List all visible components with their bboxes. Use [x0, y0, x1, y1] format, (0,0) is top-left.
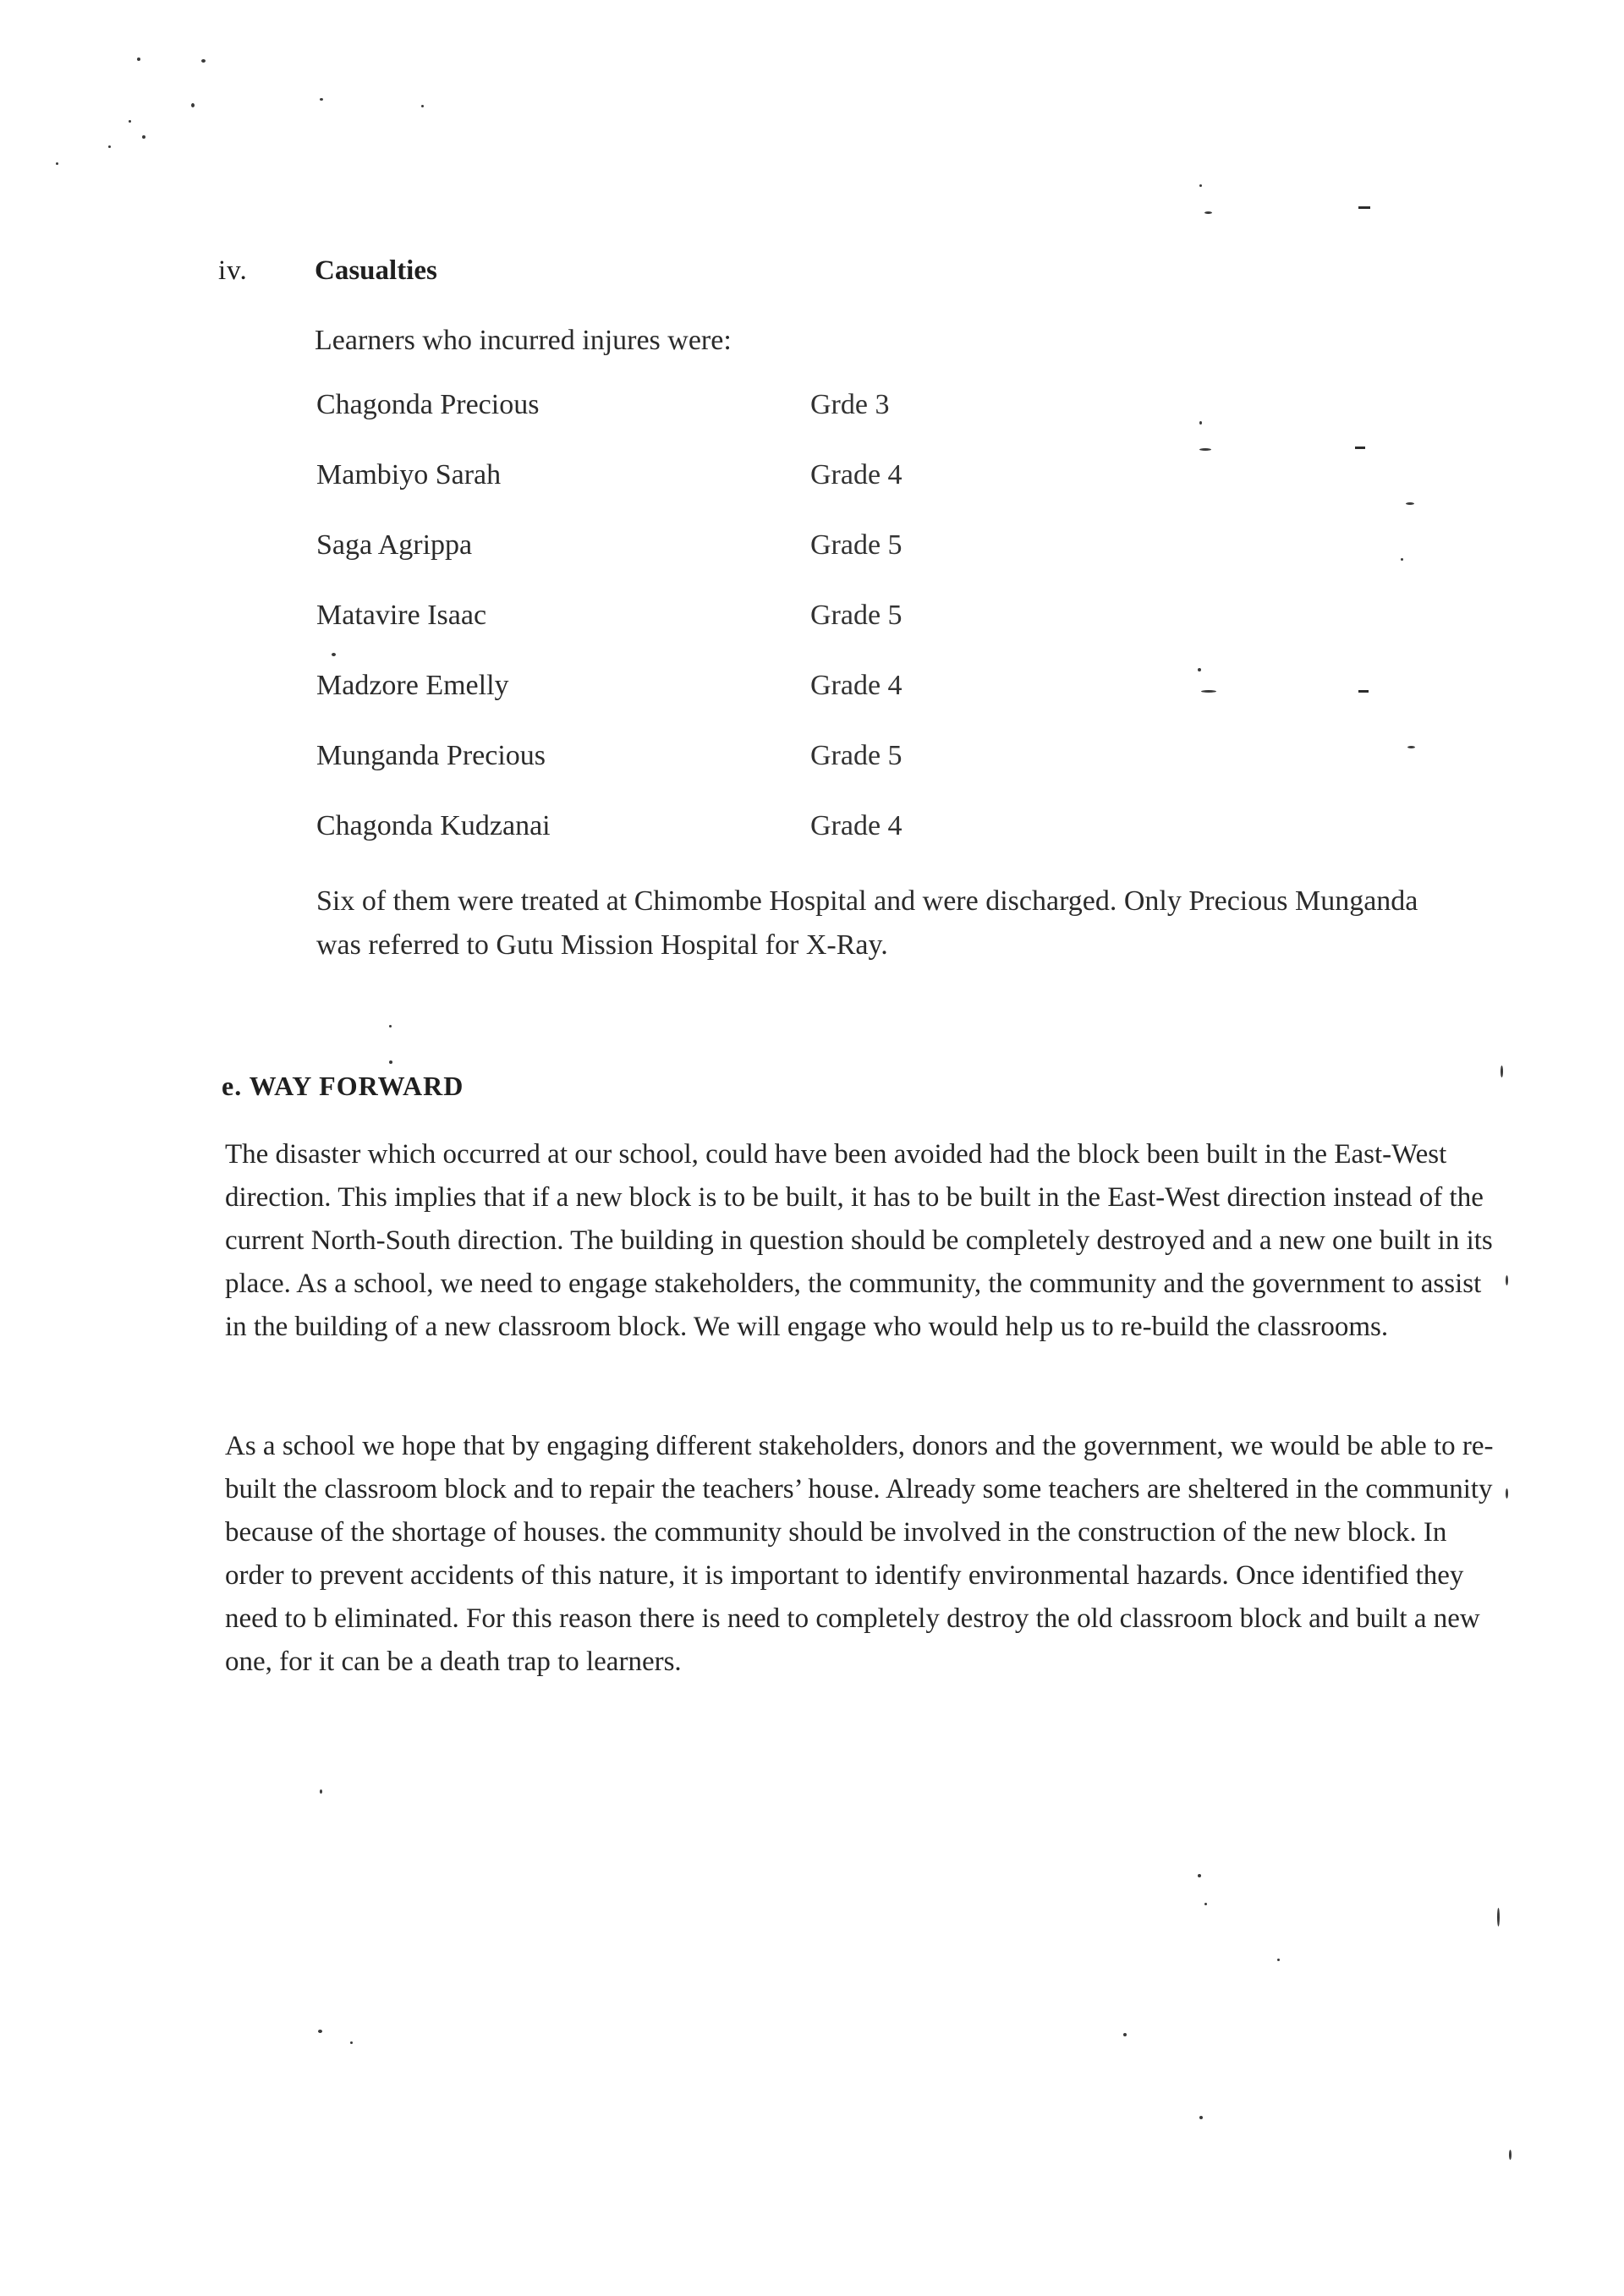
scan-speck	[318, 2030, 322, 2033]
scan-speck	[142, 135, 145, 139]
casualty-row	[315, 389, 991, 459]
scan-speck	[1277, 1959, 1280, 1961]
treatment-outcome: Six of them were treated at Chimombe Hospital and were discharged. Only Precious Munganda was referred to Gutu Mission Hospital for X-Ray.	[316, 885, 1418, 961]
scan-speck	[350, 2041, 353, 2044]
way-forward-paragraph-1: The disaster which occurred at our school, could have been avoided had the block been built in the East-West direction. This implies that if a new block is to be built, it has to be built in the East-West direction instead of the current North-South direction. The building in question should be completely destroyed and a new one built in its place. As a school, we need to engage stakeholders, the community, the community and the government to assist in the building of a new classroom block. We will engage who would help us to re-build the classrooms.	[225, 1139, 1493, 1342]
scan-speck	[1199, 184, 1202, 187]
casualty-list	[315, 389, 991, 880]
casualty-grade: Grade 5	[810, 740, 903, 771]
section-number: iv.	[218, 255, 248, 286]
way-forward-paragraph-2: As a school we hope that by engaging different stakeholders, donors and the government, we would be able to re-built the classroom block and to repair the teachers’ house. Already some teachers are sheltered in the community because of the shortage of houses. the community should be involved in the construction of the new block. In order to prevent accidents of this nature, it is important to identify environmental hazards. Once identified they need to b eliminated. For this reason there is need to completely destroy the old classroom block and built a new one, for it can be a death trap to learners.	[225, 1431, 1494, 1677]
scan-speck	[137, 58, 140, 61]
scan-speck	[191, 103, 195, 107]
casualty-row	[315, 459, 991, 529]
casualty-name: Chagonda Precious	[316, 389, 540, 420]
casualty-grade: Grade 4	[810, 670, 903, 701]
scan-speck	[1501, 1066, 1503, 1077]
casualty-name: Mambiyo Sarah	[316, 459, 502, 490]
scan-mark	[1355, 447, 1365, 449]
casualty-row	[315, 810, 991, 880]
scan-mark	[1358, 206, 1370, 209]
casualty-name: Chagonda Kudzanai	[316, 810, 551, 841]
scan-speck	[1401, 558, 1403, 561]
scan-speck	[1506, 1488, 1508, 1499]
scan-speck	[1123, 2033, 1127, 2036]
scan-speck	[108, 145, 111, 148]
casualty-grade: Grade 5	[810, 529, 903, 561]
scan-speck	[320, 1789, 322, 1794]
scan-speck	[1198, 1874, 1201, 1877]
casualty-grade: Grade 5	[810, 600, 903, 631]
scan-speck	[1509, 2150, 1512, 2160]
casualty-grade: Grde 3	[810, 389, 890, 420]
scan-speck	[1204, 1903, 1207, 1905]
casualty-name: Madzore Emelly	[316, 670, 509, 701]
casualty-row	[315, 529, 991, 600]
scan-speck	[389, 1060, 392, 1064]
casualty-row	[315, 600, 991, 670]
scan-speck	[1199, 421, 1202, 425]
scan-speck	[1199, 448, 1211, 451]
casualties-intro: Learners who incurred injures were:	[315, 325, 732, 356]
scan-speck	[1198, 668, 1201, 671]
casualty-name: Saga Agrippa	[316, 529, 473, 561]
scan-speck	[1497, 1908, 1500, 1926]
casualty-row	[315, 740, 991, 810]
casualty-grade: Grade 4	[810, 459, 903, 490]
casualty-name: Matavire Isaac	[316, 600, 487, 631]
scan-speck	[389, 1025, 392, 1027]
casualty-name: Munganda Precious	[316, 740, 546, 771]
casualty-grade: Grade 4	[810, 810, 903, 841]
scan-speck	[1201, 690, 1216, 693]
scan-speck	[320, 98, 323, 101]
scan-speck	[1406, 502, 1414, 505]
scan-speck	[201, 59, 206, 63]
scan-speck	[1204, 211, 1212, 214]
way-forward-heading: e. WAY FORWARD	[222, 1071, 464, 1101]
scan-speck	[421, 105, 424, 107]
scan-speck	[1199, 2116, 1203, 2119]
casualty-row	[315, 670, 991, 740]
scan-speck	[1407, 746, 1415, 748]
scan-speck	[1506, 1275, 1508, 1285]
scan-speck	[129, 120, 131, 123]
section-title: Casualties	[315, 255, 437, 286]
scan-mark	[1358, 690, 1369, 693]
scan-speck	[56, 162, 58, 165]
